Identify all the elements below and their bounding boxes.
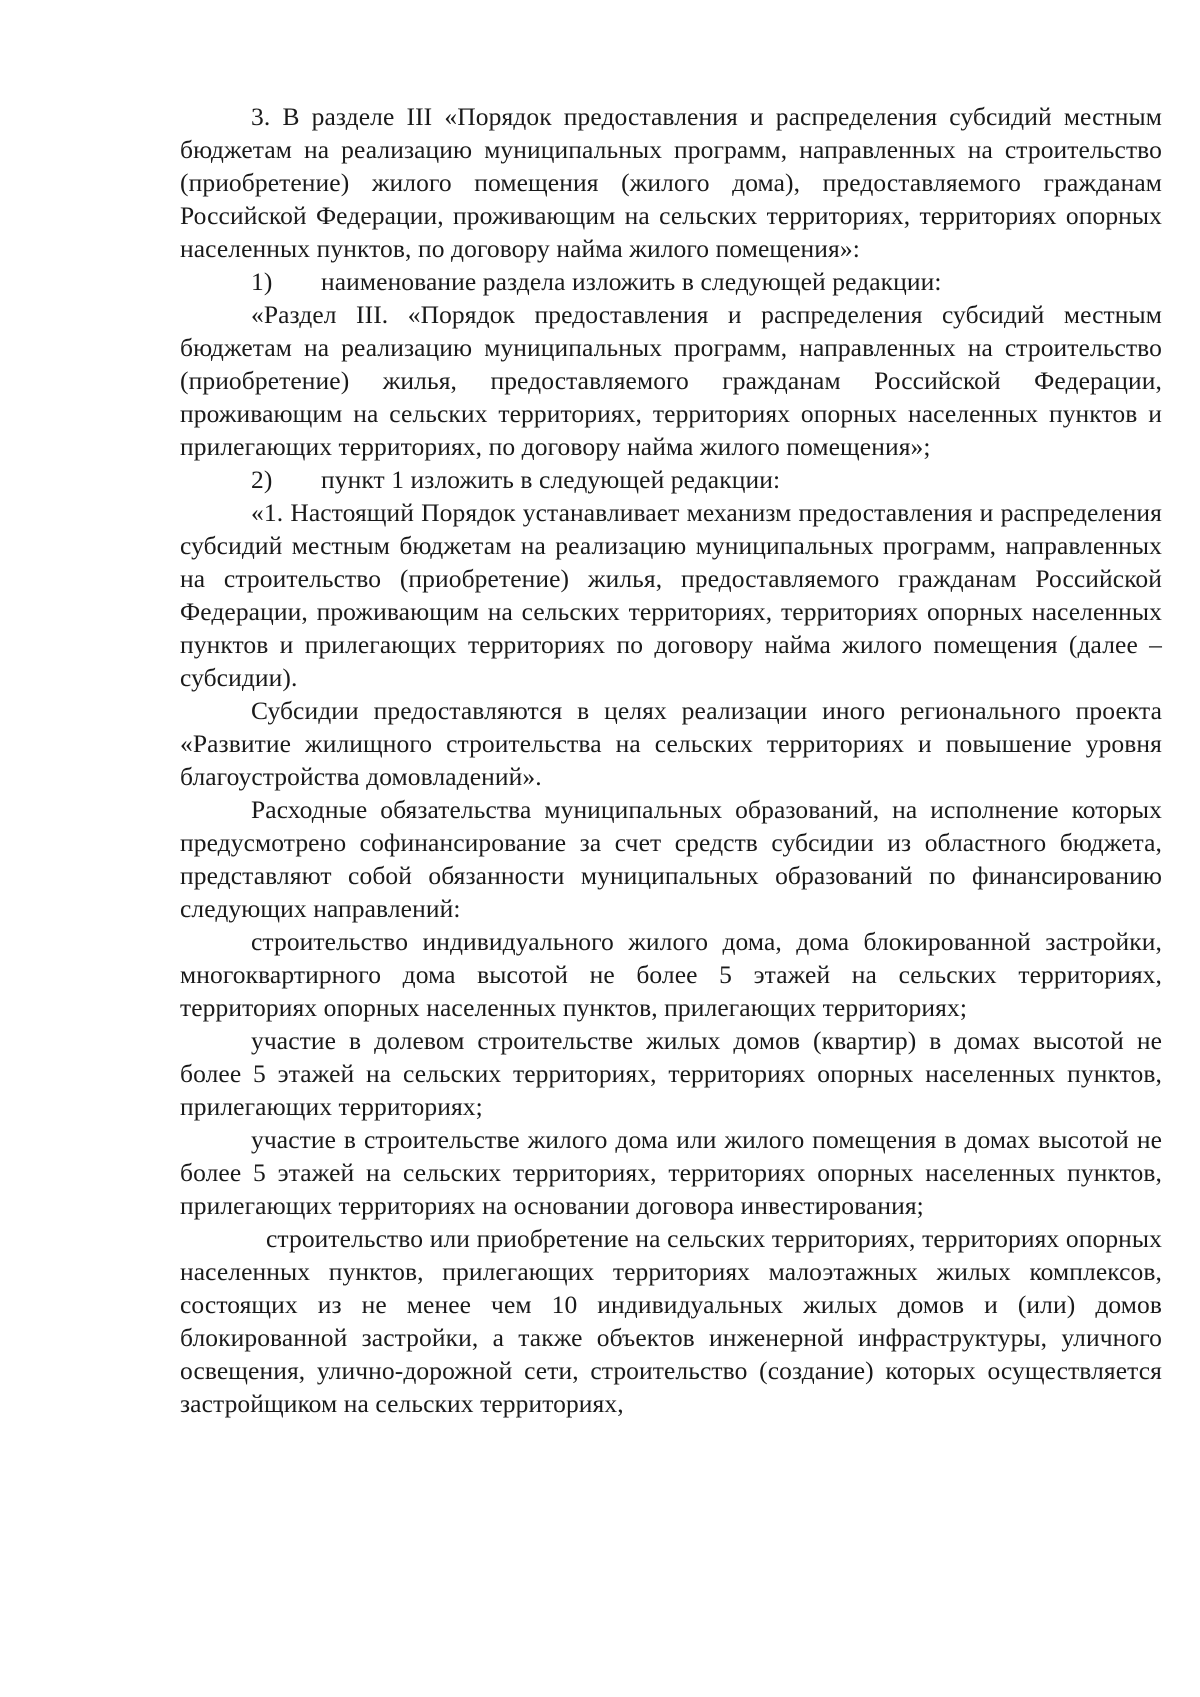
paragraph-section-title: «Раздел III. «Порядок предоставления и распределения субсидий местным бюджетам на реализацию муниципальных программ, направленных на строительство (приобретение) жилья, предоставляемого гражданам Российской Федерации, проживающим на сельских территориях, территориях опорных населенных пунктов и прилегающих территориях, по договору найма жилого помещения»; — [180, 300, 1162, 461]
list-item-number: 2) — [251, 465, 273, 494]
paragraph-obligations: Расходные обязательства муниципальных образований, на исполнение которых предусмотрено софинансирование за счет средств субсидии из областного бюджета, представляют собой обязанности муниципальных образований по финансированию следующих направлений: — [180, 795, 1162, 923]
list-item-number: 1) — [251, 267, 273, 296]
paragraph-direction-2: участие в долевом строительстве жилых домов (квартир) в домах высотой не более 5 этажей на сельских территориях, территориях опорных населенных пунктов, прилегающих территориях; — [180, 1026, 1162, 1121]
list-item-2 — [180, 463, 1162, 496]
paragraph-subsidies-purpose: Субсидии предоставляются в целях реализации иного регионального проекта «Развитие жилищного строительства на сельских территориях и повышение уровня благоустройства домовладений». — [180, 696, 1162, 791]
paragraph-point-1: «1. Настоящий Порядок устанавливает механизм предоставления и распределения субсидий местным бюджетам на реализацию муниципальных программ, направленных на строительство (приобретение) жилья, предоставляемого гражданам Российской Федерации, проживающим на сельских территориях, территориях опорных населенных пунктов и прилегающих территориях по договору найма жилого помещения (далее – субсидии). — [180, 498, 1162, 692]
list-item-1 — [180, 265, 1162, 298]
document-page — [180, 100, 1162, 1420]
list-item-text: пункт 1 изложить в следующей редакции: — [321, 465, 781, 494]
list-item-text: наименование раздела изложить в следующей редакции: — [321, 267, 942, 296]
paragraph-direction-4: строительство или приобретение на сельских территориях, территориях опорных населенных пунктов, прилегающих территориях малоэтажных жилых комплексов, состоящих из не менее чем 10 индивидуальных жилых домов и (или) домов блокированной застройки, а также объектов инженерной инфраструктуры, уличного освещения, улично-дорожной сети, строительство (создание) которых осуществляется застройщиком на сельских территориях, — [180, 1224, 1162, 1418]
paragraph-direction-3: участие в строительстве жилого дома или жилого помещения в домах высотой не более 5 этажей на сельских территориях, территориях опорных населенных пунктов, прилегающих территориях на основании договора инвестирования; — [180, 1125, 1162, 1220]
paragraph-section-3: 3. В разделе III «Порядок предоставления и распределения субсидий местным бюджетам на реализацию муниципальных программ, направленных на строительство (приобретение) жилого помещения (жилого дома), предоставляемого гражданам Российской Федерации, проживающим на сельских территориях, территориях опорных населенных пунктов, по договору найма жилого помещения»: — [180, 102, 1162, 263]
paragraph-direction-1: строительство индивидуального жилого дома, дома блокированной застройки, многоквартирного дома высотой не более 5 этажей на сельских территориях, территориях опорных населенных пунктов, прилегающих территориях; — [180, 927, 1162, 1022]
